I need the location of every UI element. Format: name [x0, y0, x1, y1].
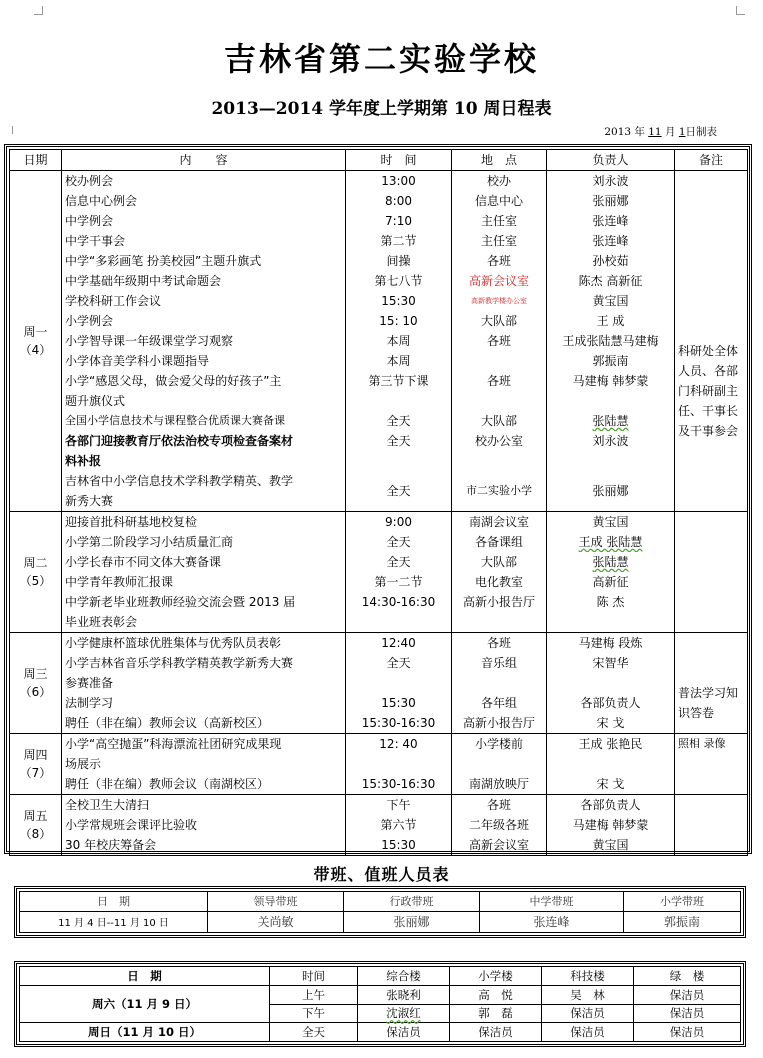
duty-frame: [14, 886, 746, 938]
weekend-cell: 保洁员: [634, 1004, 741, 1023]
day-content-list: 小学健康杯篮球优胜集体与优秀队员表彰 小学吉林省音乐学科教学精英教学新秀大赛 参赛准备 法制学习 聘任（非在编）教师会议（高新校区）: [62, 633, 346, 734]
day-time-list: 13:00 8:00 7:10 第二节 间操 第七八节 15:30 15: 10 本周 本周 第三节下课 全天 全天 全天: [346, 171, 452, 512]
weekend-cell: 保洁员: [634, 985, 741, 1004]
weekend-cell: 张晓利: [358, 985, 450, 1004]
day-label: 周二 （5）: [10, 512, 62, 633]
corner-mark: [4, 126, 13, 134]
day-note: 照相 录像: [675, 734, 748, 795]
header-place: 地 点: [452, 150, 547, 171]
weekend-cell: 保洁员: [634, 1023, 741, 1042]
weekend-cell: 上午: [270, 985, 358, 1004]
corner-mark: [34, 6, 43, 15]
header-note: 备注: [675, 150, 748, 171]
header-date: 日期: [10, 150, 62, 171]
schedule-subtitle: 2013—2014 学年度上学期第 10 周日程表: [211, 99, 552, 119]
day-content-list: 全校卫生大清扫 小学常规班会课评比验收 30 年校庆筹备会: [62, 795, 346, 856]
weekend-header: 日 期: [20, 967, 270, 986]
day-time-list: 12:40 全天 15:30 15:30-16:30: [346, 633, 452, 734]
day-owner-list: 黄宝国 王成 张陆慧 张陆慧 高新征 陈 杰: [547, 512, 675, 633]
weekend-header: 科技楼: [542, 967, 634, 986]
weekend-cell: 郭 磊: [450, 1004, 542, 1023]
corner-mark: [736, 6, 745, 15]
weekend-cell: 全天: [270, 1023, 358, 1042]
day-owner-list: 刘永波 张丽娜 张连峰 张连峰 孙校茹 陈杰 高新征 黄宝国 王 成 王成张陆慧马建梅 郭振南 马建梅 韩梦蒙 张陆慧 刘永波 张丽娜: [547, 171, 675, 512]
day-content-list: 小学“高空抛蛋”科海漂流社团研究成果现 场展示 聘任（非在编）教师会议（南湖校区）: [62, 734, 346, 795]
day-row-friday: [10, 795, 748, 856]
day-note: 科研处全体人员、各部门科研副主任、干事长及干事参会: [675, 171, 748, 512]
day-row-thursday: [10, 734, 748, 795]
day-label: 周四 （7）: [10, 734, 62, 795]
schedule-table: [9, 149, 748, 856]
duty-header: 中学带班: [480, 892, 624, 912]
weekend-cell: 保洁员: [358, 1023, 450, 1042]
duty-header: 行政带班: [344, 892, 480, 912]
day-time-list: 9:00 全天 全天 第一二节 14:30-16:30: [346, 512, 452, 633]
day-note: 普法学习知识答卷: [675, 633, 748, 734]
weekend-header: 小学楼: [450, 967, 542, 986]
weekend-header: 时间: [270, 967, 358, 986]
duty-table: [19, 891, 741, 933]
weekend-sun-label: 周日（11 月 10 日）: [20, 1023, 270, 1042]
duty-primary-school: 郭振南: [624, 911, 741, 932]
header-time: 时 间: [346, 150, 452, 171]
duty-leader: 关尚敏: [208, 911, 344, 932]
weekend-row-sat-am: [20, 985, 741, 1004]
weekend-header-row: [20, 967, 741, 986]
weekend-cell: 吴 林: [542, 985, 634, 1004]
duty-title: 带班、值班人员表: [313, 865, 450, 884]
school-title: 吉林省第二实验学校: [223, 40, 539, 78]
duty-header: 小学带班: [624, 892, 741, 912]
schedule-header-row: [10, 150, 748, 171]
day-owner-list: 各部负责人 马建梅 韩梦蒙 黄宝国: [547, 795, 675, 856]
day-content-list: 迎接首批科研基地校复检 小学第二阶段学习小结质量汇商 小学长春市不同文体大赛备课 中学青年教师汇报课 中学新老毕业班教师经验交流会暨 2013 届 毕业班表彰会: [62, 512, 346, 633]
weekend-sat-label: 周六（11 月 9 日）: [20, 985, 270, 1023]
weekend-row-sun: [20, 1023, 741, 1042]
day-time-list: 12: 40 15:30-16:30: [346, 734, 452, 795]
day-time-list: 下午 第六节 15:30: [346, 795, 452, 856]
day-place-list: 各班 音乐组 各年组 高新小报告厅: [452, 633, 547, 734]
duty-header: 日 期: [20, 892, 208, 912]
weekend-header: 绿 楼: [634, 967, 741, 986]
schedule-frame: [4, 144, 752, 854]
day-place-list: 小学楼前 南湖放映厅: [452, 734, 547, 795]
weekend-header: 综合楼: [358, 967, 450, 986]
day-owner-list: 王成 张艳民 宋 戈: [547, 734, 675, 795]
weekend-cell: 沈淑红: [358, 1004, 450, 1023]
duty-header-row: [20, 892, 741, 912]
day-place-list: 各班 二年级各班 高新会议室: [452, 795, 547, 856]
day-note: [675, 795, 748, 856]
day-label: 周五 （8）: [10, 795, 62, 856]
day-owner-list: 马建梅 段炼 宋智华 各部负责人 宋 戈: [547, 633, 675, 734]
weekend-cell: 保洁员: [542, 1023, 634, 1042]
made-date: 2013 年 11 月 1日制表: [604, 126, 717, 138]
weekend-cell: 保洁员: [542, 1004, 634, 1023]
duty-admin: 张丽娜: [344, 911, 480, 932]
day-content-list: 校办例会 信息中心例会 中学例会 中学干事会 中学“多彩画笔 扮美校园”主题升旗式 中学基础年级期中考试命题会 学校科研工作会议 小学例会 小学智导课一年级课堂学习观察 小学体音美学科小课题指导 小学“感恩父母，做会爱父母的好孩子”主 题升旗仪式 全国小学信息技术与课程整合优质课大赛备课 各部门迎接教育厅依法治校专项检查备案材 料补报 吉林省中小学信息技术学科教学精英、教学 新秀大赛: [62, 171, 346, 512]
day-label: 周一 （4）: [10, 171, 62, 512]
duty-date: 11 月 4 日--11 月 10 日: [20, 911, 208, 932]
duty-middle-school: 张连峰: [480, 911, 624, 932]
duty-header: 领导带班: [208, 892, 344, 912]
weekend-frame: [14, 961, 746, 1047]
weekend-cell: 高 悦: [450, 985, 542, 1004]
weekend-table: [19, 966, 741, 1042]
day-note: [675, 512, 748, 633]
day-place-list: 南湖会议室 各备课组 大队部 电化教室 高新小报告厅: [452, 512, 547, 633]
header-owner: 负责人: [547, 150, 675, 171]
day-label: 周三 （6）: [10, 633, 62, 734]
weekend-cell: 保洁员: [450, 1023, 542, 1042]
day-row-wednesday: [10, 633, 748, 734]
duty-value-row: [20, 911, 741, 932]
day-row-tuesday: [10, 512, 748, 633]
weekend-cell: 下午: [270, 1004, 358, 1023]
header-content: 内 容: [62, 150, 346, 171]
day-row-monday: [10, 171, 748, 512]
day-place-list: 校办 信息中心 主任室 主任室 各班 高新会议室 高新教学楼办公室 大队部 各班 各班 大队部 校办公室 市二实验小学: [452, 171, 547, 512]
